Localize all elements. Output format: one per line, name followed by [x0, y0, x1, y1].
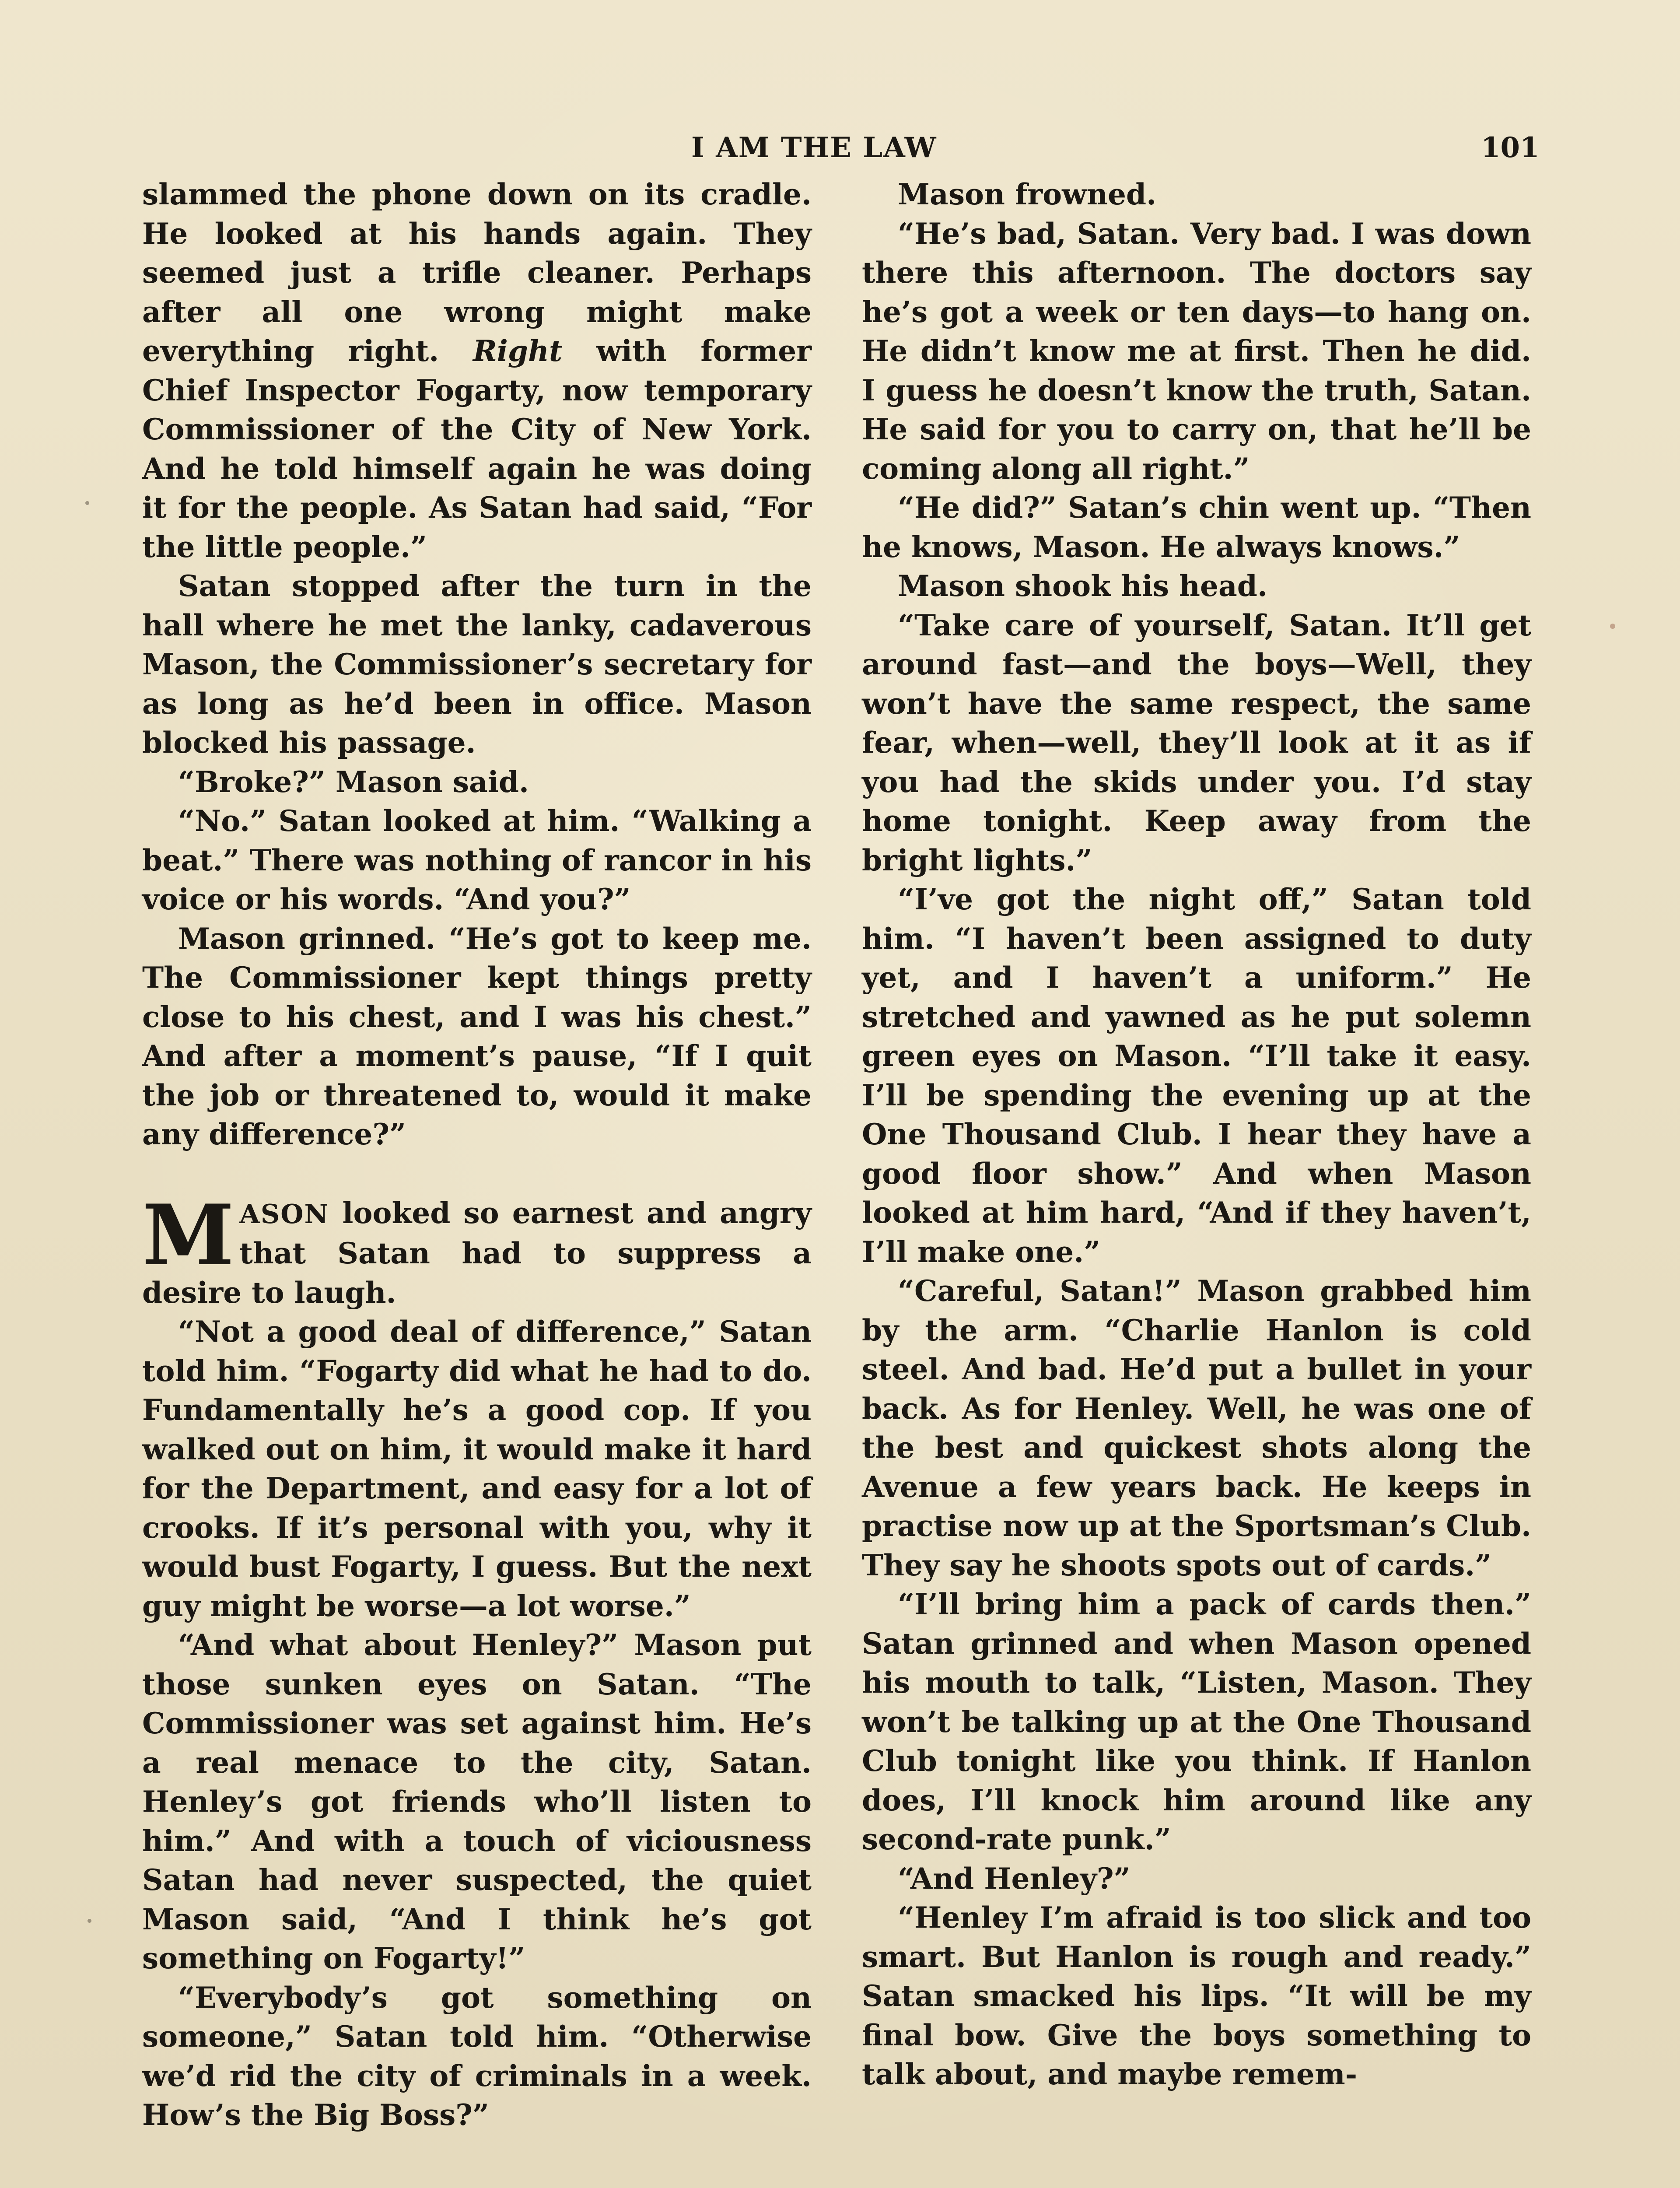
- paragraph: “And what about Henley?” Mason put those sunken eyes on Satan. “The Commissioner was set against him. He’s a real menace to the city, Satan. Henley’s got friends who’ll listen to him.” And with a touch of viciousness Satan had never suspected, the quiet Mason said, “And I think he’s got something on Fogarty!”: [142, 1628, 812, 1975]
- paragraph: “He’s bad, Satan. Very bad. I was down there this afternoon. The doctors say he’s got a week or ten days—to hang on. He didn’t know me at first. Then he did. I guess he doesn’t know the truth, Satan. He said for you to carry on, that he’ll be coming along all right.”: [862, 216, 1531, 486]
- italic-word: Right: [472, 334, 563, 368]
- paragraph: “Take care of yourself, Satan. It’ll get around fast—and the boys—Well, they won’t have the same respect, the same fear, when—well, they’ll look at it as if you had the skids under you. I’d stay home tonight. Keep away from the bright lights.”: [862, 608, 1531, 877]
- paragraph: “And Henley?”: [898, 1861, 1130, 1896]
- paragraph: “Not a good deal of difference,” Satan told him. “Fogarty did what he had to do. Fundamentally he’s a good cop. If you walked out on him, it would make it hard for the Department, and easy for a lot of crooks. If it’s personal with you, why it would bust Fogarty, I guess. But the next guy might be worse—a lot worse.”: [142, 1315, 812, 1623]
- paragraph: “Everybody’s got something on someone,” Satan told him. “Otherwise we’d rid the city of criminals in a week. How’s the Big Boss?”: [142, 1980, 812, 2132]
- running-header: [0, 131, 1680, 171]
- paragraph: “Careful, Satan!” Mason grabbed him by the arm. “Charlie Hanlon is cold steel. And bad. He’d put a bullet in your back. As for Henley. Well, he was one of the best and quickest shots along the Avenue a few years back. He keeps in practise now up at the Sportsman’s Club. They say he shoots spots out of cards.”: [862, 1274, 1531, 1582]
- left-column: [142, 175, 812, 2135]
- paper-speck: [1610, 624, 1615, 629]
- right-column: [862, 175, 1531, 2094]
- paragraph: “Broke?” Mason said.: [178, 764, 529, 799]
- paragraph: “No.” Satan looked at him. “Walking a beat.” There was nothing of rancor in his voice or his words. “And you?”: [142, 804, 812, 916]
- paragraph: “I’ll bring him a pack of cards then.” Satan grinned and when Mason opened his mouth to talk, “Listen, Mason. They won’t be talking up at the One Thousand Club tonight like you think. If Hanlon does, I’ll knock him around like any second-rate punk.”: [862, 1587, 1531, 1856]
- paragraph: “Henley I’m afraid is too slick and too smart. But Hanlon is rough and ready.” Satan smacked his lips. “It will be my final bow. Give the boys something to talk about, and maybe remem-: [862, 1900, 1531, 2091]
- paper-speck: [88, 1919, 91, 1923]
- paper-speck: [85, 501, 89, 505]
- paragraph: “I’ve got the night off,” Satan told him. “I haven’t been assigned to duty yet, and I haven’t a uniform.” He stretched and yawned as he put solemn green eyes on Mason. “I’ll take it easy. I’ll be spending the evening up at the One Thousand Club. I hear they have a good floor show.” And when Mason looked at him hard, “And if they haven’t, I’ll make one.”: [862, 882, 1531, 1269]
- paragraph: Satan stopped after the turn in the hall where he met the lanky, cadaverous Mason, the Commissioner’s secretary for as long as he’d been in office. Mason blocked his passage.: [142, 569, 812, 760]
- running-title: I AM THE LAW: [691, 131, 937, 164]
- paragraph: Mason shook his head.: [898, 569, 1267, 603]
- small-caps-word: ASON: [239, 1199, 329, 1230]
- section-opening-paragraph: MASON looked so earnest and angry that Satan had to suppress a desire to laugh.: [142, 1186, 812, 1310]
- paragraph: Mason frowned.: [898, 177, 1157, 211]
- drop-cap: M: [142, 1186, 231, 1284]
- paragraph: Mason grinned. “He’s got to keep me. The Commissioner kept things pretty close to his chest, and I was his chest.” And after a moment’s pause, “If I quit the job or threatened to, would it make any difference?”: [142, 921, 812, 1151]
- paragraph: slammed the phone down on its cradle. He looked at his hands again. They seemed just a trifle cleaner. Perhaps after all one wrong might make everything right. Right with former Chief Inspector Fogarty, now temporary Commissioner of the City of New York. And he told himself again he was doing it for the people. As Satan had said, “For the little people.”: [142, 177, 812, 564]
- paragraph: “He did?” Satan’s chin went up. “Then he knows, Mason. He always knows.”: [862, 491, 1531, 564]
- page-number: 101: [1481, 131, 1540, 164]
